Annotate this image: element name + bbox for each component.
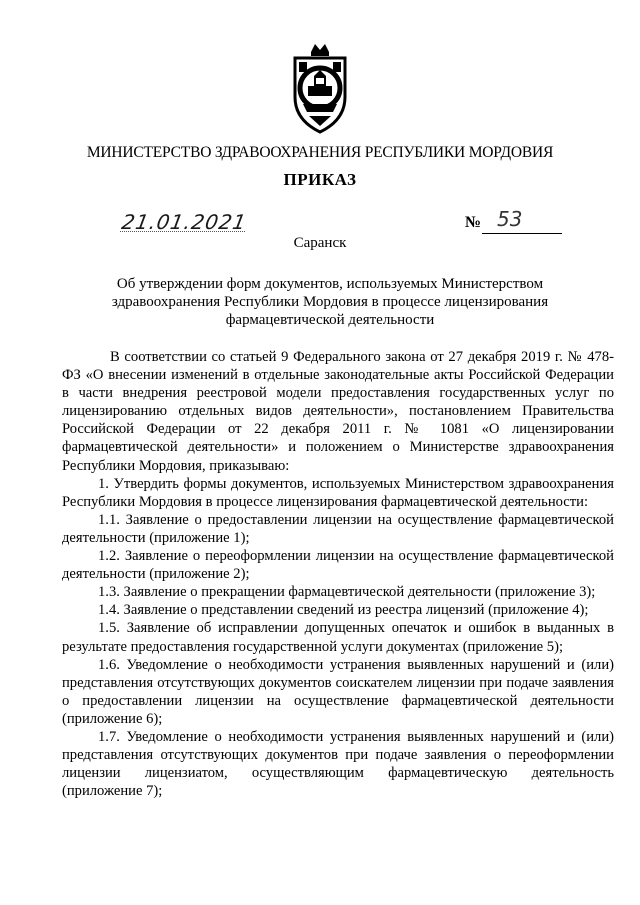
item-1-1: 1.1. Заявление о предоставлении лицензии на осуществление фармацевтической деятельности (приложение 1); [62,511,614,546]
ministry-name: МИНИСТЕРСТВО ЗДРАВООХРАНЕНИЯ РЕСПУБЛИКИ МОРДОВИЯ [86,144,554,161]
order-subject: Об утверждении форм документов, используемых Министерством здравоохранения Республики Мордовия в процессе лицензирования фармацевтической деятельности [111,276,549,328]
document-type: ПРИКАЗ [283,170,357,189]
item-1-5: 1.5. Заявление об исправлении допущенных опечаток и ошибок в выданных в результате предоставления государственной услуги документах (приложение 5); [62,620,614,655]
city: Саранск [293,235,347,251]
number-label: № [465,214,482,231]
number-underline [482,233,562,234]
item-1-2: 1.2. Заявление о переоформлении лицензии на осуществление фармацевтической деятельности (приложение 2); [62,548,614,583]
item-1-3: 1.3. Заявление о прекращении фармацевтической деятельности (приложение 3); [98,584,596,601]
item-1-7: 1.7. Уведомление о необходимости устранения выявленных нарушений и (или) представления отсутствующих документов при подаче заявления о переоформлении лицензии лицензиатом, осуществляющим фармацевтическую деятельность (приложение 7); [62,728,614,800]
preamble-paragraph: В соответствии со статьей 9 Федерального закона от 27 декабря 2019 г. № 478-ФЗ «О внесении изменений в отдельные законодательные акты Российской Федерации в части внедрения реестровой модели предоставления государственных услуг по лицензированию отдельных видов деятельности», постановлением Правительства Российской Федерации от 22 декабря 2011 г. № 1081 «О лицензировании фармацевтической деятельности» и положением о Министерстве здравоохранения Республики Мордовия, приказываю: [62,349,614,474]
coat-of-arms-icon [289,42,351,137]
order-body [62,348,614,800]
order-date: 21.01.2021 [119,210,249,234]
item-1: 1. Утвердить формы документов, используемых Министерством здравоохранения Республики Мордовия в процессе лицензирования фармацевтической деятельности: [62,475,614,510]
date-underline [120,231,245,232]
item-1-4: 1.4. Заявление о представлении сведений из реестра лицензий (приложение 4); [98,602,589,619]
item-1-6: 1.6. Уведомление о необходимости устранения выявленных нарушений и (или) представления отсутствующих документов соискателем лицензии при подаче заявления о предоставлении лицензии на осуществление фармацевтической деятельности (приложение 6); [62,656,614,727]
order-number: 53 [497,207,523,231]
